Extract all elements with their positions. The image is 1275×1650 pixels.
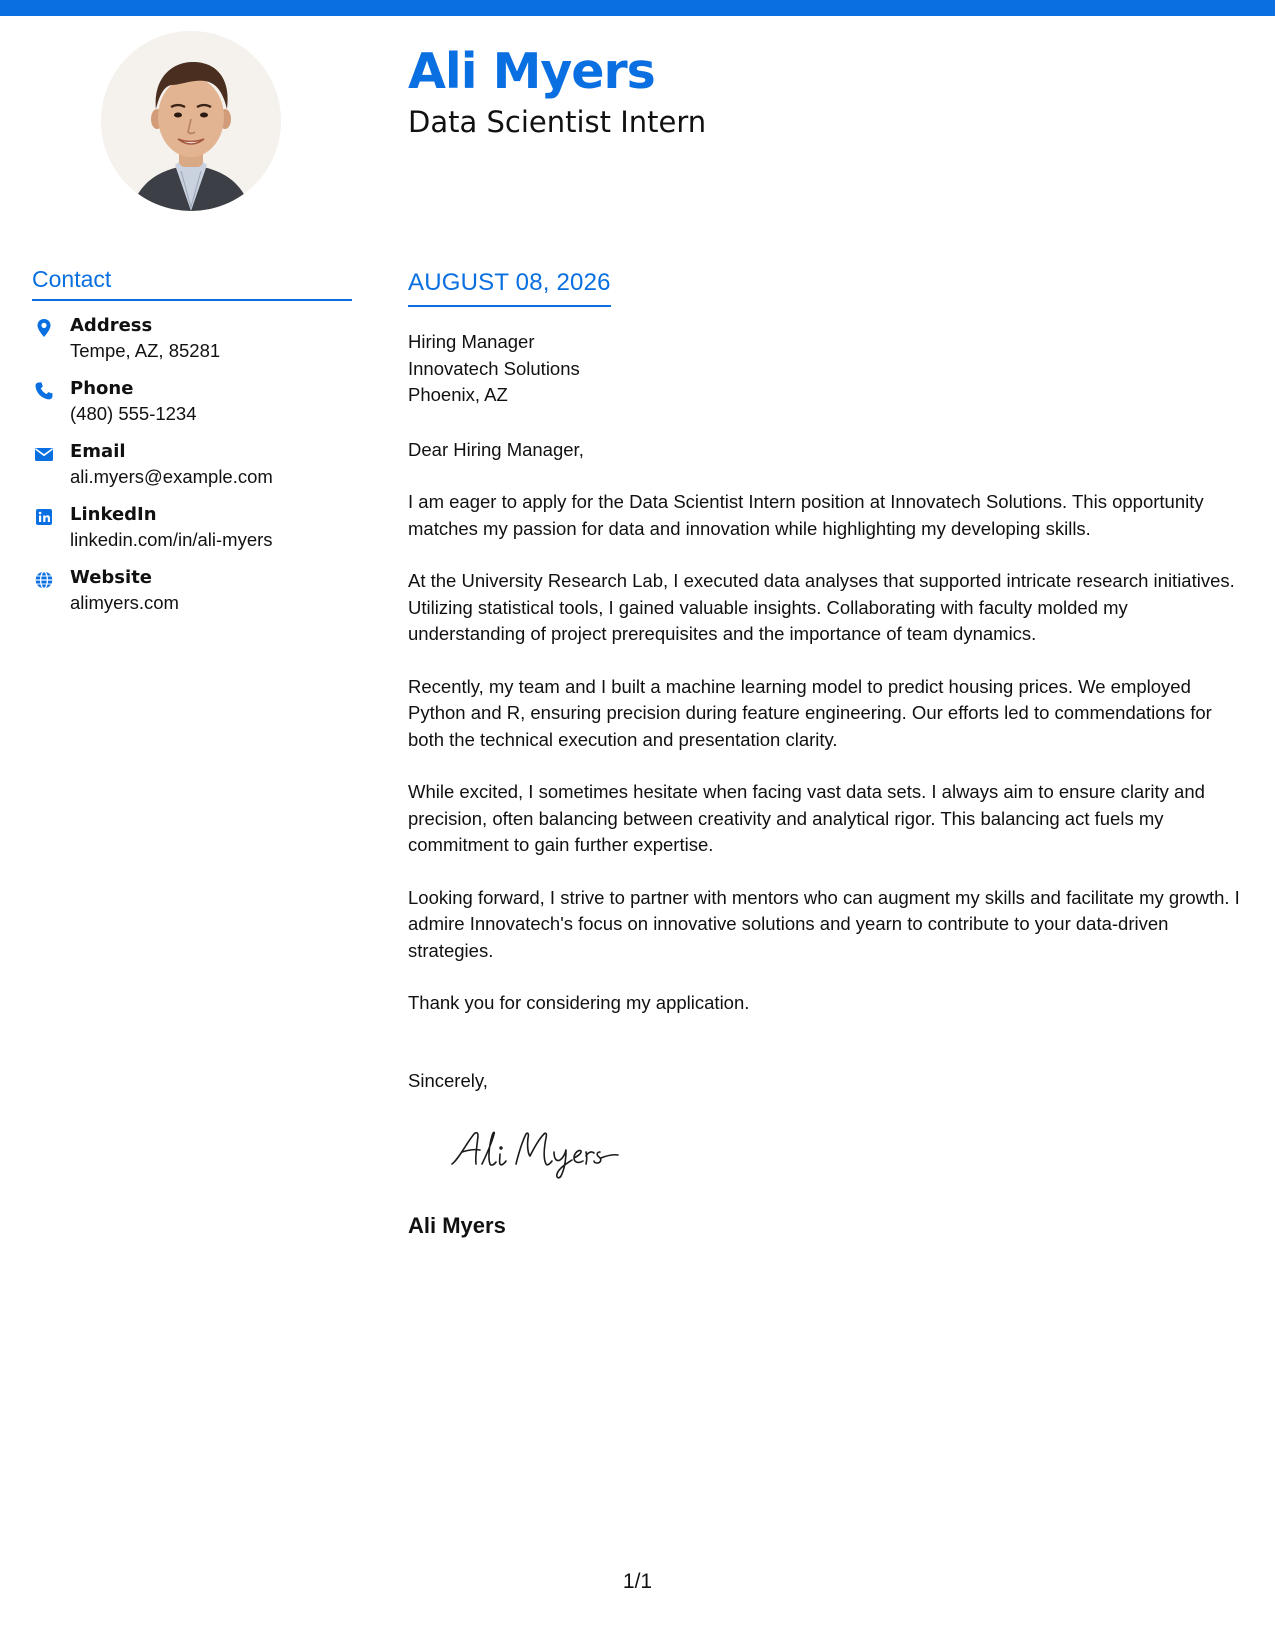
contact-list	[32, 313, 352, 628]
letter-paragraph: Recently, my team and I built a machine learning model to predict housing prices. We employed Python and R, ensuring precision during feature engineering. Our efforts led to commendations for both the technical execution and presentation clarity.	[408, 675, 1212, 750]
contact-item-email	[32, 439, 352, 502]
contact-sidebar	[32, 263, 352, 628]
contact-label: Phone	[70, 378, 134, 399]
signature-icon	[448, 1120, 648, 1180]
closing: Sincerely,	[408, 1070, 488, 1091]
signer-name: Ali Myers	[408, 1213, 506, 1238]
address-value: Tempe, AZ, 85281	[70, 340, 221, 361]
letter-main	[408, 266, 1248, 1043]
phone-value: (480) 555-1234	[70, 403, 197, 424]
letter-paragraph: At the University Research Lab, I executed data analyses that supported intricate research initiatives. Utilizing statistical tools, I gained valuable insights. Collaborating with faculty molded my understanding of project prerequisites and the importance of team dynamics.	[408, 570, 1235, 644]
envelope-icon	[34, 444, 54, 464]
profile-photo-icon	[101, 31, 281, 211]
letter-body	[408, 437, 1248, 1017]
contact-item-address	[32, 313, 352, 376]
website-value[interactable]: alimyers.com	[70, 592, 179, 613]
globe-icon	[34, 570, 54, 590]
map-pin-icon	[34, 318, 54, 338]
avatar	[101, 31, 281, 211]
page-number: 1/1	[622, 1570, 653, 1593]
contact-item-phone	[32, 376, 352, 439]
signature	[448, 1120, 648, 1180]
recipient-block	[408, 329, 1248, 409]
letter-date: AUGUST 08, 2026	[408, 266, 611, 307]
recipient-line: Innovatech Solutions	[408, 357, 580, 379]
recipient-line: Phoenix, AZ	[408, 384, 508, 405]
letter-paragraph: While excited, I sometimes hesitate when facing vast data sets. I always aim to ensure clarity and precision, often balancing between creativity and analytical rigor. This balancing act fuels my commitment to gain further expertise.	[408, 781, 1205, 855]
contact-heading: Contact	[32, 263, 352, 301]
email-value[interactable]: ali.myers@example.com	[70, 466, 273, 487]
contact-label: Website	[70, 567, 153, 588]
top-accent-bar	[0, 0, 1275, 16]
applicant-name: Ali Myers	[408, 43, 655, 100]
job-title: Data Scientist Intern	[408, 105, 707, 139]
contact-label: Email	[70, 441, 126, 462]
contact-item-linkedin	[32, 502, 352, 565]
letter-paragraph: I am eager to apply for the Data Scientist Intern position at Innovatech Solutions. This opportunity matches my passion for data and innovation while highlighting my developing skills.	[408, 491, 1204, 539]
linkedin-icon	[34, 507, 54, 527]
phone-icon	[34, 381, 54, 401]
recipient-line: Hiring Manager	[408, 331, 535, 352]
contact-item-website	[32, 565, 352, 628]
linkedin-value[interactable]: linkedin.com/in/ali-myers	[70, 529, 273, 550]
contact-label: LinkedIn	[70, 504, 157, 525]
contact-label: Address	[70, 315, 153, 336]
letter-paragraph: Thank you for considering my application.	[408, 992, 750, 1013]
salutation: Dear Hiring Manager,	[408, 438, 584, 460]
letter-paragraph: Looking forward, I strive to partner with mentors who can augment my skills and facilitate my growth. I admire Innovatech's focus on innovative solutions and yearn to contribute to your data-driven strategies.	[408, 886, 1240, 961]
